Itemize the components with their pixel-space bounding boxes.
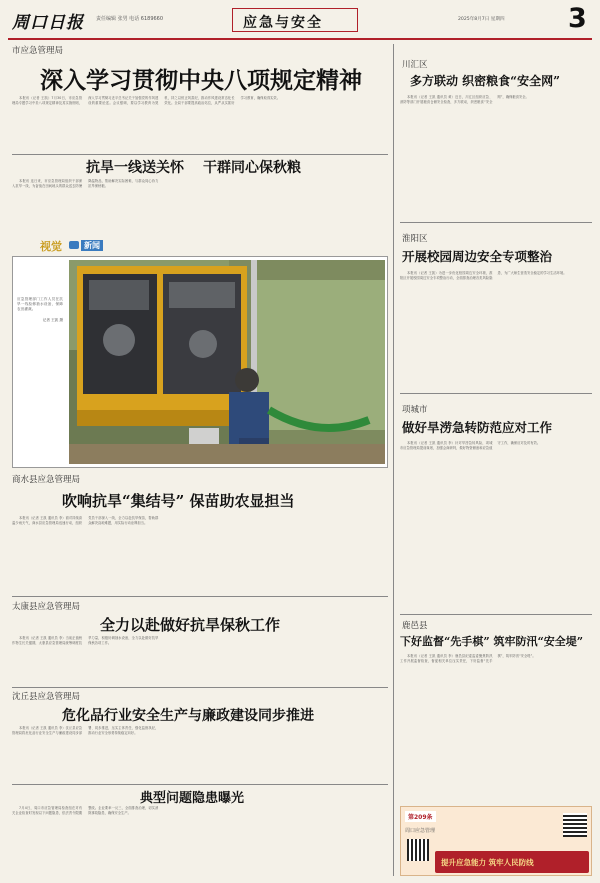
divider [400,393,592,394]
right-a1-text: 本报讯（记者 王凯 通讯员 黄）近日，川汇区组织应急、消防等部门开展粮食仓储安全检查，多方联动，织密粮食“安全网”，确保粮食安全。 [400,95,529,104]
photo-caption: 应急管理部门工作人员在抗旱一线检修抽水设备，保障农田灌溉。 [17,297,63,311]
article4-body [12,726,387,781]
top-article-headline: 深入学习贯彻中央八项规定精神 [40,67,362,94]
article2-headline: 吹响抗旱“集结号” 保苗助农显担当 [62,492,295,510]
qr-code-icon [407,839,429,861]
right-a1-headline: 多方联动 织密粮食“安全网” [410,74,560,88]
right-a4-text: 本报讯（记者 王凯 通讯员 李）鹿邑县纪委监委聚焦防汛工作开展监督检查，督促相关单位压实责任，下好监督“先手棋”，筑牢防汛“安全堤”。 [400,654,536,663]
right-a2-label: 淮阳区 [402,234,428,244]
photo-header-news: 新闻 [81,240,103,251]
article5-headline: 典型问题隐患曝光 [140,791,245,806]
section-title: 应急与安全 [243,15,323,31]
masthead [0,0,600,38]
article4-headline: 危化品行业安全生产与廉政建设同步推进 [62,708,314,724]
right-a2-body [400,271,590,391]
masthead-rule [8,38,592,40]
divider [400,222,592,223]
right-a3-headline: 做好旱涝急转防范应对工作 [402,420,553,435]
photo-section-header [40,238,120,254]
divider [12,596,388,597]
divider [12,154,388,155]
right-a3-text: 本报讯（记者 王凯 通讯员 李）针对旱涝急转风险，项城市应急管理局提前谋划，加强会商研判，做好物资储备和应急值守工作，确保应对及时有效。 [400,441,541,450]
promo-slogan-band [435,851,589,873]
sub-article-text: 本报讯 连日来，市应急管理局组织干部深入抗旱一线，为奋战在田间地头的群众送去防暑降温物品，帮助解决实际困难，与群众同心协力抗旱保秋粮。 [12,179,159,188]
right-a4-headline: 下好监督“先手棋” 筑牢防汛“安全堤” [400,635,584,648]
right-a3-body [400,441,590,613]
camera-icon [69,241,79,249]
sub2-headline: 干群同心保秋粮 [203,160,301,176]
divider [12,784,388,785]
divider [400,614,592,615]
right-a1-body [400,95,590,220]
top-article-body [12,96,387,152]
right-a2-text: 本报讯（记者 王凯）为进一步优化校园周边安全环境，淮阳区开展校园周边安全专项整治行动，全面排查治理各类风险隐患，为广大师生营造安全稳定的学习生活环境。 [400,271,567,280]
right-a4-body [400,654,590,800]
top-article-label: 市应急管理局 [12,46,64,56]
article3-label: 太康县应急管理局 [12,602,81,612]
article4-text: 本报讯（记者 王凯 通讯员 李）沈丘县应急管理局将危化品行业安全生产与廉政建设同步部署、同步推进，压实主体责任，强化监督执纪，推动行业安全形势持续稳定向好。 [12,726,159,735]
article3-body [12,636,387,686]
right-a2-headline: 开展校园周边安全专项整治 [402,249,553,264]
right-a3-label: 项城市 [402,405,428,415]
right-a1-label: 川汇区 [402,60,428,70]
photo-frame [12,256,388,468]
article4-label: 沈丘县应急管理局 [12,692,81,702]
top-article-text: 本报讯（记者 王凯）7月30日，市应急管理局专题学习中央八项规定精神及其实施细则，深入学习贯彻习近平总书记关于加强党的作风建设的重要论述。会议强调，要以学习教育为契机，持之以恒正风肃纪，推动作风建设常态化长效化。全局干部要提高政治站位，从严从实抓好学习教育，确保取得实效。 [12,96,281,105]
column-divider [393,44,394,876]
promo-title: 周口应急管理 [405,828,436,834]
article5-body [12,806,387,874]
editor-line: 责任编辑 张男 电话 6189660 [96,16,164,22]
article3-headline: 全力以赴做好抗旱保秋工作 [100,616,281,634]
photo-header-visual: 视觉 [40,240,62,253]
section-title-box [232,8,358,32]
sub-article-body [12,179,387,235]
right-a4-label: 鹿邑县 [402,621,428,631]
photo-caption-column [17,297,63,417]
photo-credit: 记者 王凯 摄 [42,318,63,322]
sub1-headline: 抗旱一线送关怀 [86,160,184,176]
masthead-date: 2025年8月7日 星期四 [458,17,505,22]
promo-slogan: 提升应急能力 筑牢人民防线 [441,858,534,867]
article2-label: 商水县应急管理局 [12,475,81,485]
divider [12,687,388,688]
qr-code-icon [563,813,587,837]
page-number: 3 [568,3,587,34]
article2-text: 本报讯（记者 王凯 通讯员 李）面对持续高温少雨天气，商水县应急管理局迅速行动，组织党员干部深入一线，全力以赴抗旱保苗，帮助群众解决浇地难题，用实际行动诠释担当。 [12,516,159,525]
photo-image [69,260,385,464]
article5-text: 7月4日，周口市应急管理局检查组在对有关企业检查时发现以下问题隐患，依法责令限期整改。企业要举一反三，全面排查治理，切实消除事故隐患，确保安全生产。 [12,806,159,815]
promo-banner [400,806,592,876]
promo-issue-tag: 第209条 [405,811,436,822]
masthead-logo: 周口日报 [12,13,84,33]
article2-body [12,516,387,576]
article3-text: 本报讯（记者 王凯 通讯员 李）当前正值秋作物生长关键期，太康县应急管理局统筹调度抗旱力量，积极协调抽水设备，全力以赴做好抗旱保秋各项工作。 [12,636,159,645]
